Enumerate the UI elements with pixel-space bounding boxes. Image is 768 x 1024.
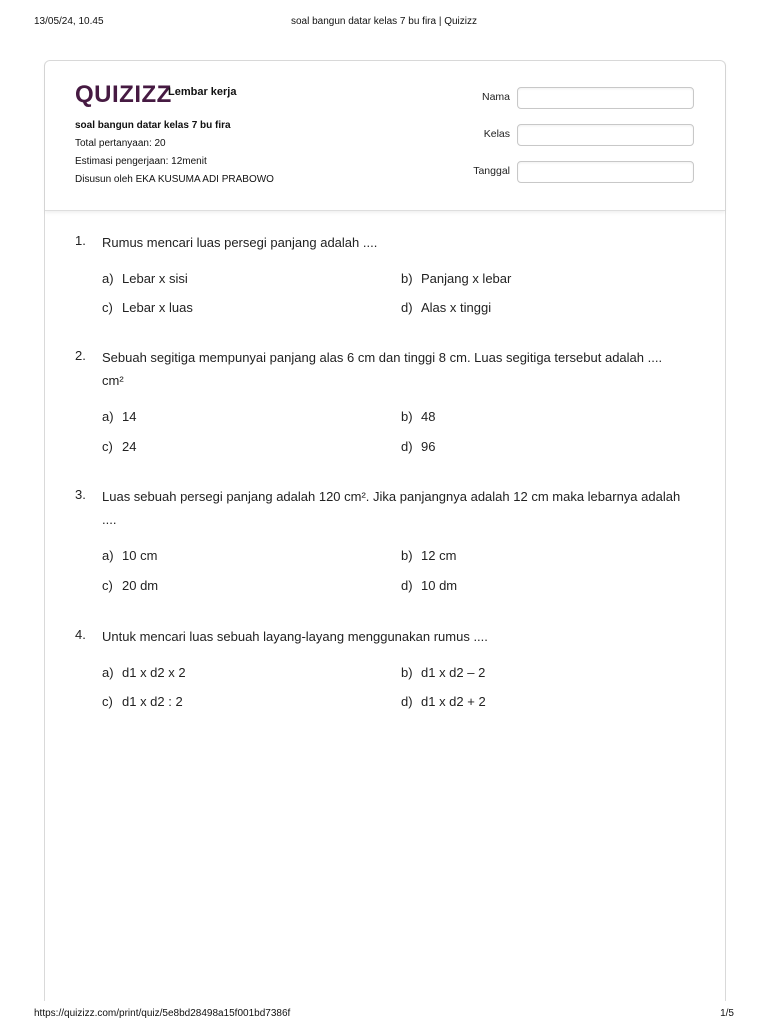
option-letter: d): [401, 578, 413, 593]
option-a[interactable]: [102, 548, 157, 563]
option-text: 48: [421, 409, 436, 424]
option-text: d1 x d2 x 2: [122, 665, 186, 680]
option-b[interactable]: [401, 665, 485, 680]
option-d[interactable]: [401, 694, 486, 709]
time-estimate: Estimasi pengerjaan: 12menit: [75, 156, 207, 167]
option-text: 24: [122, 439, 137, 454]
option-letter: c): [102, 578, 113, 593]
option-b[interactable]: [401, 548, 456, 563]
name-field[interactable]: [517, 87, 694, 109]
question-text: Luas sebuah persegi panjang adalah 120 cm². Jika panjangnya adalah 12 cm maka lebarnya adalah ....: [102, 489, 681, 527]
quiz-title: soal bangun datar kelas 7 bu fira: [75, 120, 231, 131]
option-text: d1 x d2 + 2: [421, 694, 486, 709]
question-text: Rumus mencari luas persegi panjang adalah ....: [102, 235, 378, 250]
print-date: 13/05/24, 10.45: [34, 16, 104, 27]
question-text: Untuk mencari luas sebuah layang-layang menggunakan rumus ....: [102, 629, 488, 644]
option-c[interactable]: [102, 694, 183, 709]
option-text: Panjang x lebar: [421, 271, 512, 286]
option-d[interactable]: [401, 578, 457, 593]
option-text: 14: [122, 409, 137, 424]
option-letter: a): [102, 548, 114, 563]
question-number: 1.: [75, 233, 86, 248]
option-letter: c): [102, 300, 113, 315]
worksheet-header: [45, 61, 725, 211]
option-d[interactable]: [401, 300, 491, 315]
class-label: Kelas: [483, 128, 510, 140]
total-questions: Total pertanyaan: 20: [75, 138, 166, 149]
option-a[interactable]: [102, 271, 188, 286]
option-letter: a): [102, 271, 114, 286]
option-letter: b): [401, 665, 413, 680]
option-letter: b): [401, 271, 413, 286]
option-text: 20 dm: [122, 578, 159, 593]
quizizz-logo: QUIZIZZ: [75, 81, 172, 108]
option-text: Alas x tinggi: [421, 300, 492, 315]
page-number: 1/5: [720, 1008, 734, 1019]
question-text: Sebuah segitiga mempunyai panjang alas 6 cm dan tinggi 8 cm. Luas segitiga tersebut adalah .... cm²: [102, 350, 663, 388]
class-field[interactable]: [517, 124, 694, 146]
author: Disusun oleh EKA KUSUMA ADI PRABOWO: [75, 174, 274, 185]
option-a[interactable]: [102, 409, 136, 424]
worksheet-label: Lembar kerja: [168, 86, 237, 98]
option-text: 10 cm: [122, 548, 158, 563]
question-number: 2.: [75, 348, 86, 363]
option-c[interactable]: [102, 578, 158, 593]
option-c[interactable]: [102, 300, 193, 315]
option-text: 96: [421, 439, 436, 454]
option-letter: d): [401, 300, 413, 315]
question-number: 4.: [75, 627, 86, 642]
option-letter: b): [401, 409, 413, 424]
option-a[interactable]: [102, 665, 186, 680]
option-letter: a): [102, 409, 114, 424]
option-letter: d): [401, 694, 413, 709]
print-title: soal bangun datar kelas 7 bu fira | Quizizz: [290, 16, 478, 27]
name-label: Nama: [481, 91, 510, 103]
option-letter: a): [102, 665, 114, 680]
option-c[interactable]: [102, 439, 136, 454]
worksheet: [44, 60, 726, 1001]
option-text: 10 dm: [421, 578, 458, 593]
option-text: 12 cm: [421, 548, 457, 563]
question-number: 3.: [75, 487, 86, 502]
option-b[interactable]: [401, 271, 511, 286]
option-letter: c): [102, 439, 113, 454]
option-text: d1 x d2 : 2: [122, 694, 183, 709]
option-text: d1 x d2 – 2: [421, 665, 486, 680]
option-b[interactable]: [401, 409, 435, 424]
option-text: Lebar x sisi: [122, 271, 188, 286]
option-text: Lebar x luas: [122, 300, 193, 315]
date-field[interactable]: [517, 161, 694, 183]
option-letter: d): [401, 439, 413, 454]
date-label: Tanggal: [473, 165, 510, 177]
option-d[interactable]: [401, 439, 435, 454]
print-url: https://quizizz.com/print/quiz/5e8bd28498a15f001bd7386f: [34, 1008, 291, 1019]
option-letter: c): [102, 694, 113, 709]
option-letter: b): [401, 548, 413, 563]
